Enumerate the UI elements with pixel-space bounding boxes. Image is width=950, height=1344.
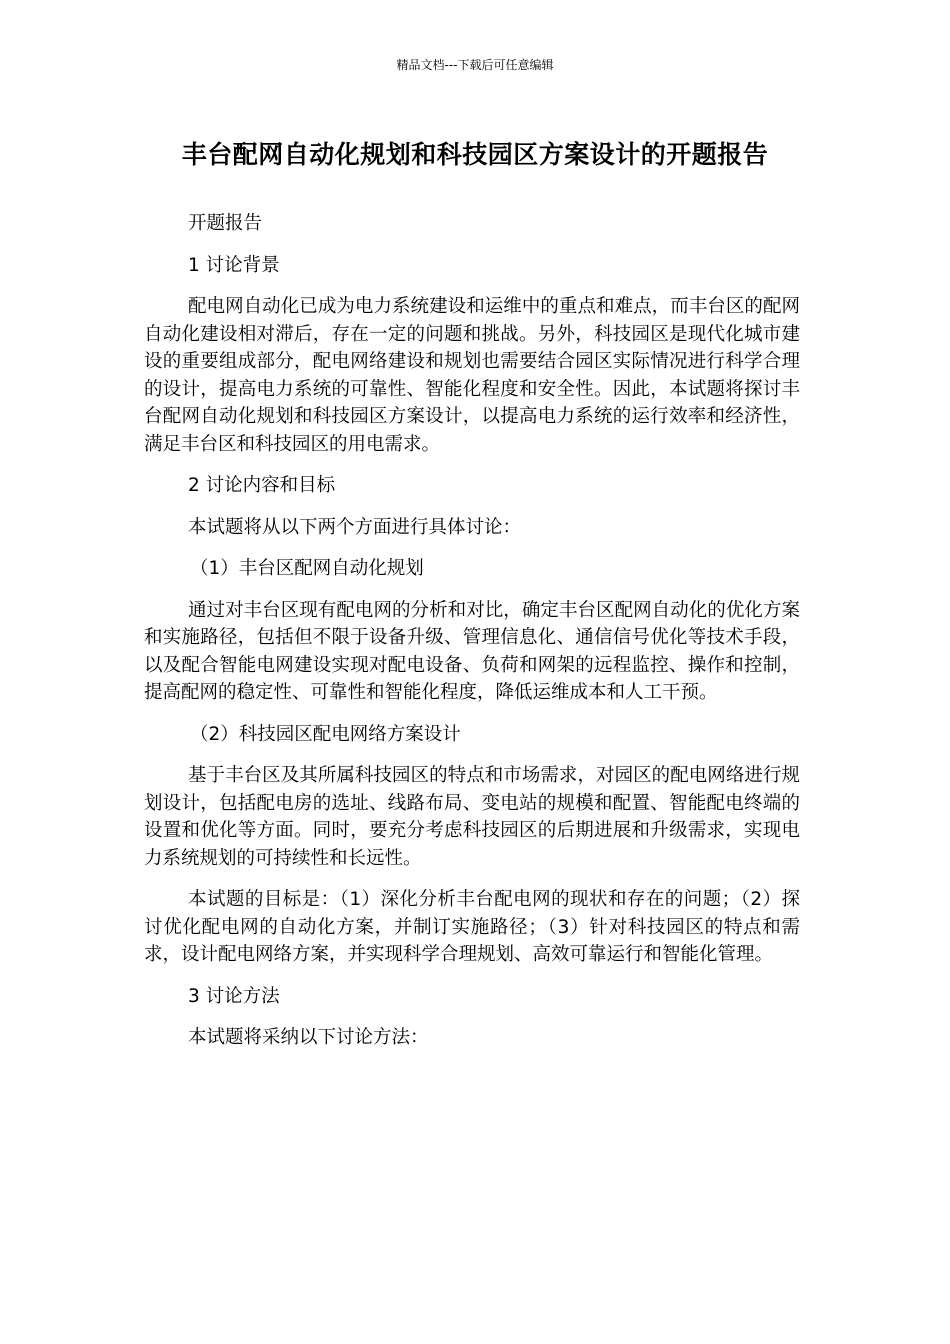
paragraph-methods: 本试题将采纳以下讨论方法： [188,1027,429,1048]
paragraph-automation-planning: 通过对丰台区现有配电网的分析和对比，确定丰台区配网自动化的优化方案和实施路径，包括但不限于设备升级、管理信息化、通信信号优化等技术手段，以及配合智能电网建设实现对配电设备、负荷和网架的远程监控、操作和控制，提高配网的稳定性、可靠性和智能化程度，降低运维成本和人工干预。 [144,599,800,703]
subheading-park-design: （2）科技园区配电网络方案设计 [190,723,461,745]
section-heading-methods: 3 讨论方法 [188,985,280,1007]
subheading-automation-planning: （1）丰台区配网自动化规划 [190,558,424,579]
document-body [144,210,800,1066]
section-label: 开题报告 [188,213,263,234]
paragraph-intro: 本试题将从以下两个方面进行具体讨论： [188,516,522,538]
page-header: 精品文档---下载后可任意编辑 [396,58,554,72]
section-heading-background: 1 讨论背景 [188,254,280,276]
paragraph-background: 配电网自动化已成为电力系统建设和运维中的重点和难点，而丰台区的配网自动化建设相对滞后，存在一定的问题和挑战。另外，科技园区是现代化城市建设的重要组成部分，配电网络建设和规划也需要结合园区实际情况进行科学合理的设计，提高电力系统的可靠性、智能化程度和安全性。因此，本试题将探讨丰台配网自动化规划和科技园区方案设计，以提高电力系统的运行效率和经济性，满足丰台区和科技园区的用电需求。 [144,296,800,455]
paragraph-park-design: 基于丰台区及其所属科技园区的特点和市场需求，对园区的配电网络进行规划设计，包括配电房的选址、线路布局、变电站的规模和配置、智能配电终端的设置和优化等方面。同时，要充分考虑科技园区的后期进展和升级需求，实现电力系统规划的可持续性和长远性。 [144,765,800,869]
document-title: 丰台配网自动化规划和科技园区方案设计的开题报告 [181,140,769,169]
section-heading-content-goals: 2 讨论内容和目标 [188,475,336,496]
paragraph-goals: 本试题的目标是：（1）深化分析丰台配电网的现状和存在的问题；（2）探讨优化配电网的自动化方案，并制订实施路径；（3）针对科技园区的特点和需求，设计配电网络方案，并实现科学合理规划、高效可靠运行和智能化管理。 [144,889,800,965]
